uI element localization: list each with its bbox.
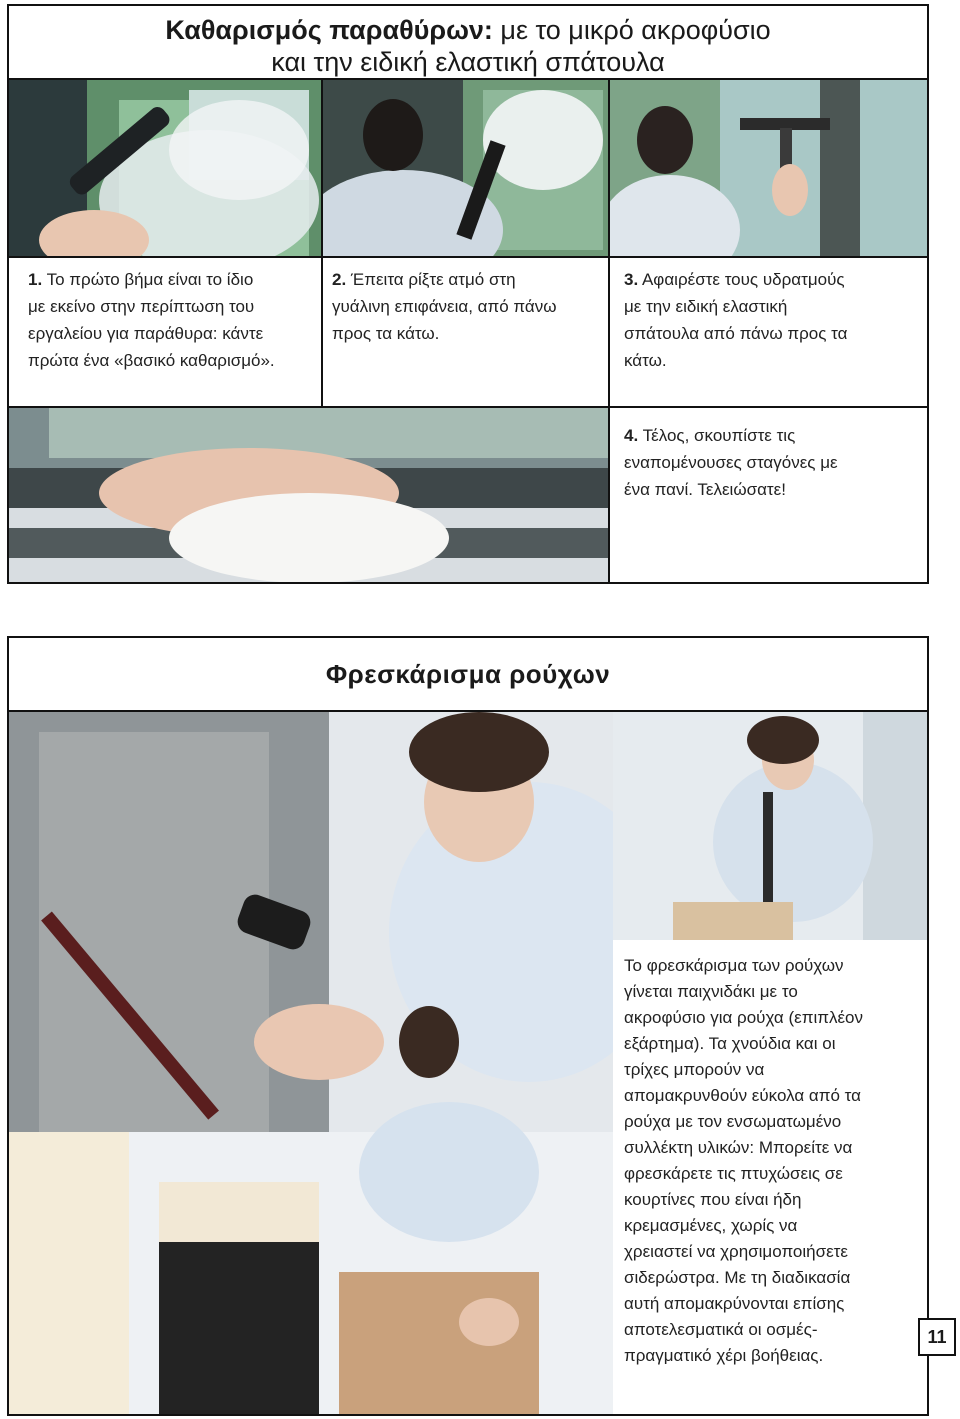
step-3-text: 3. Αφαιρέστε τους υδρατμούς με την ειδική ελαστική σπάτουλα από πάνω προς τα κάτω. xyxy=(624,270,848,370)
photo-clothes-small xyxy=(613,712,927,940)
photo-step-1 xyxy=(9,80,321,256)
section-title-clothes-refresh: Φρεσκάρισμα ρούχων xyxy=(7,636,929,712)
step-2-text: 2. Έπειτα ρίξτε ατμό στη γυάλινη επιφάνεια, από πάνω προς τα κάτω. xyxy=(332,270,557,343)
clothes-refresh-description: Το φρεσκάρισμα των ρούχων γίνεται παιχνιδάκι με το ακροφύσιο για ρούχα (επιπλέον εξάρτημα). Τα χνούδια και οι τρίχες μπορούν να απομακρυνθούν εύκολα από τα ρούχα με τον ενσωματωμένο συλλέκτη υλικών: Μπορείτε να φρεσκάρετε τις πτυχώσεις σε κουρτίνες που είναι ήδη κρεμασμένες, χωρίς να χρειαστεί να χρησιμοποιήσετε σιδερώστρα. Με τη διαδικασία αυτή απομακρύνονται επίσης αποτελεσματικά οι οσμές- πραγματικό χέρι βοήθειας. xyxy=(624,956,863,1365)
divider xyxy=(608,408,610,582)
section-title-window-cleaning: Καθαρισμός παραθύρων: με το μικρό ακροφύσιο και την ειδική ελαστική σπάτουλα xyxy=(7,4,929,80)
photo-step-3 xyxy=(610,80,927,256)
photo-clothes-main xyxy=(9,712,613,1414)
photo-step-2 xyxy=(323,80,608,256)
page-number: 11 xyxy=(918,1318,956,1356)
photo-step-4 xyxy=(9,408,609,582)
step-4-text: 4. Τέλος, σκουπίστε τις εναπομένουσες σταγόνες με ένα πανί. Τελειώσατε! xyxy=(624,426,838,499)
step-1-text: 1. Το πρώτο βήμα είναι το ίδιο με εκείνο στην περίπτωση του εργαλείου για παράθυρα: κάντε πρώτα ένα «βασικό καθαρισμό». xyxy=(28,270,275,370)
divider xyxy=(9,256,927,258)
